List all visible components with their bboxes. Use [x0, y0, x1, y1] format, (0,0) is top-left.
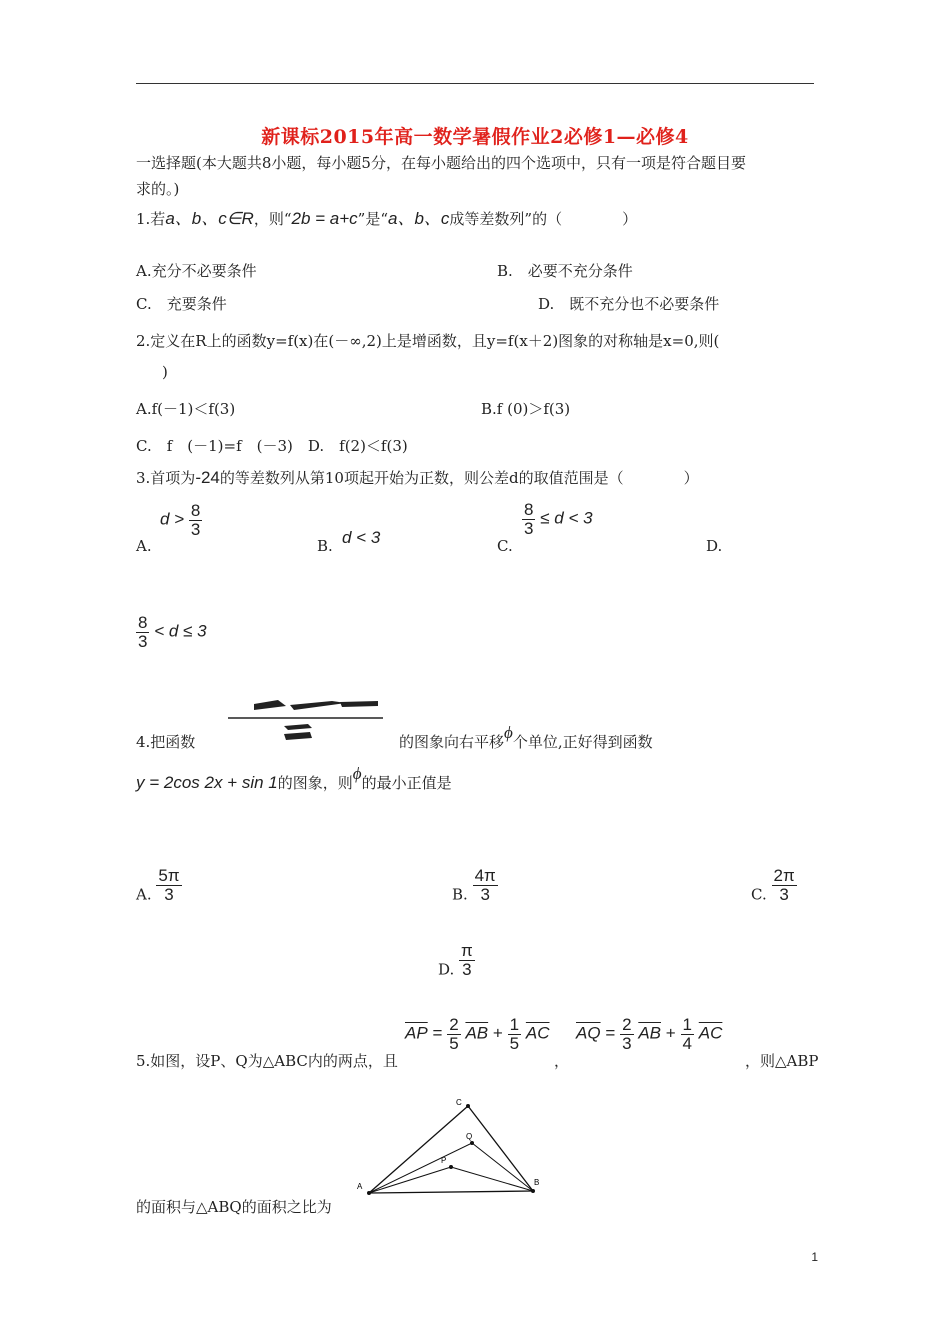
question-4-option-b: B. $\frac{4\pi}{3}$	[452, 866, 496, 904]
fraction: $\frac{1}{4}$	[682, 1015, 692, 1053]
question-1-option-c: C. 充要条件	[136, 295, 227, 313]
question-1-option-a: A.充分不必要条件	[136, 262, 257, 280]
question-3-option-c-label: C.	[497, 537, 513, 555]
question-3-stem: 3.首项为-24的等差数列从第10项起开始为正数，则公差d的取值范围是（ ）	[136, 468, 699, 487]
page-number: 1	[811, 1250, 818, 1264]
triangle-figure	[355, 1095, 550, 1209]
fraction: $\frac{2\pi}{3}$	[773, 866, 795, 904]
question-5-vector-aq: $\overline{AQ}$ = $\frac{2}{3}$ $\overline{AB}$ + $\frac{1}{4}$ $\overline{AC}$	[576, 1015, 723, 1053]
page-title: 新课标2015年高一数学暑假作业2必修1—必修4	[261, 126, 689, 148]
question-2-option-b: B.f (0)＞f(3)	[481, 400, 571, 418]
label-a: A	[357, 1182, 363, 1191]
question-2-stem-end: )	[162, 363, 168, 381]
distorted-formula-graphic	[228, 694, 383, 744]
fraction: $\frac{5\pi}{3}$	[158, 866, 180, 904]
label-q: Q	[466, 1132, 473, 1141]
question-2-stem: 2.定义在R上的函数y=f(x)在(－∞,2)上是增函数，且y=f(x＋2)图象的对称轴是x=0,则(	[136, 332, 720, 350]
section-intro-line2: 求的。)	[136, 180, 180, 198]
question-4-stem-line2: y = 2cos 2x + sin 1的图象，则ϕ的最小正值是	[136, 764, 452, 792]
question-5-separator: ，	[554, 1052, 570, 1070]
question-3-option-d-expr: $\frac{8}{3}$ < d ≤ 3	[138, 613, 207, 651]
question-3-option-b-expr: d < 3	[342, 528, 381, 547]
label-p: P	[441, 1156, 447, 1165]
question-2-option-a: A.f(－1)＜f(3)	[136, 400, 236, 418]
fraction: $\frac{1}{5}$	[509, 1015, 520, 1053]
fraction: $\frac{8}{3}$	[524, 500, 534, 538]
fraction: $\frac{2}{5}$	[449, 1015, 459, 1053]
question-4-option-d: D. $\frac{\pi}{3}$	[438, 941, 473, 979]
question-3-option-b-label: B.	[317, 537, 333, 555]
question-5-suffix: ，则△ABP	[745, 1052, 819, 1070]
question-2-option-cd: C. f (－1)=f (－3) D. f(2)＜f(3)	[136, 437, 408, 455]
fraction: $\frac{2}{3}$	[622, 1015, 632, 1053]
question-4-prefix: 4.把函数	[136, 733, 196, 751]
question-4-stem: 的图象向右平移ϕ个单位,正好得到函数	[399, 723, 653, 751]
question-1-option-b: B. 必要不充分条件	[497, 262, 633, 280]
question-5-stem-line2: 的面积与△ABQ的面积之比为	[136, 1198, 332, 1216]
question-3-option-c-expr: $\frac{8}{3}$ ≤ d < 3	[524, 500, 593, 538]
header-rule	[136, 83, 814, 84]
question-4-option-c: C. $\frac{2\pi}{3}$	[751, 866, 795, 904]
section-intro-line1: 一选择题(本大题共8小题，每小题5分，在每小题给出的四个选项中，只有一项是符合题目要	[136, 154, 746, 172]
fraction: $\frac{8}{3}$	[190, 501, 201, 539]
question-3-option-d-label: D.	[706, 537, 723, 555]
label-b: B	[534, 1178, 540, 1187]
question-3-option-a-expr: d > $\frac{8}{3}$	[160, 501, 201, 539]
question-5-prefix: 5.如图，设P、Q为△ABC内的两点，且	[136, 1052, 398, 1070]
fraction: $\frac{4\pi}{3}$	[474, 866, 496, 904]
question-3-option-a-label: A.	[136, 537, 152, 555]
fraction: $\frac{\pi}{3}$	[461, 941, 473, 979]
question-1-option-d: D. 既不充分也不必要条件	[538, 295, 720, 313]
fraction: $\frac{8}{3}$	[138, 613, 148, 651]
distorted-formula-image	[228, 694, 383, 744]
question-4-option-a: A. $\frac{5\pi}{3}$	[136, 866, 180, 904]
question-1-stem: 1.若a、b、c∈R，则“2b = a+c”是“a、b、c成等差数列”的（ ）	[136, 209, 638, 228]
question-5-vector-ap: $\overline{AP}$ = $\frac{2}{5}$ $\overline{AB}$ + $\frac{1}{5}$ $\overline{AC}$	[405, 1015, 550, 1053]
label-c: C	[456, 1098, 462, 1107]
